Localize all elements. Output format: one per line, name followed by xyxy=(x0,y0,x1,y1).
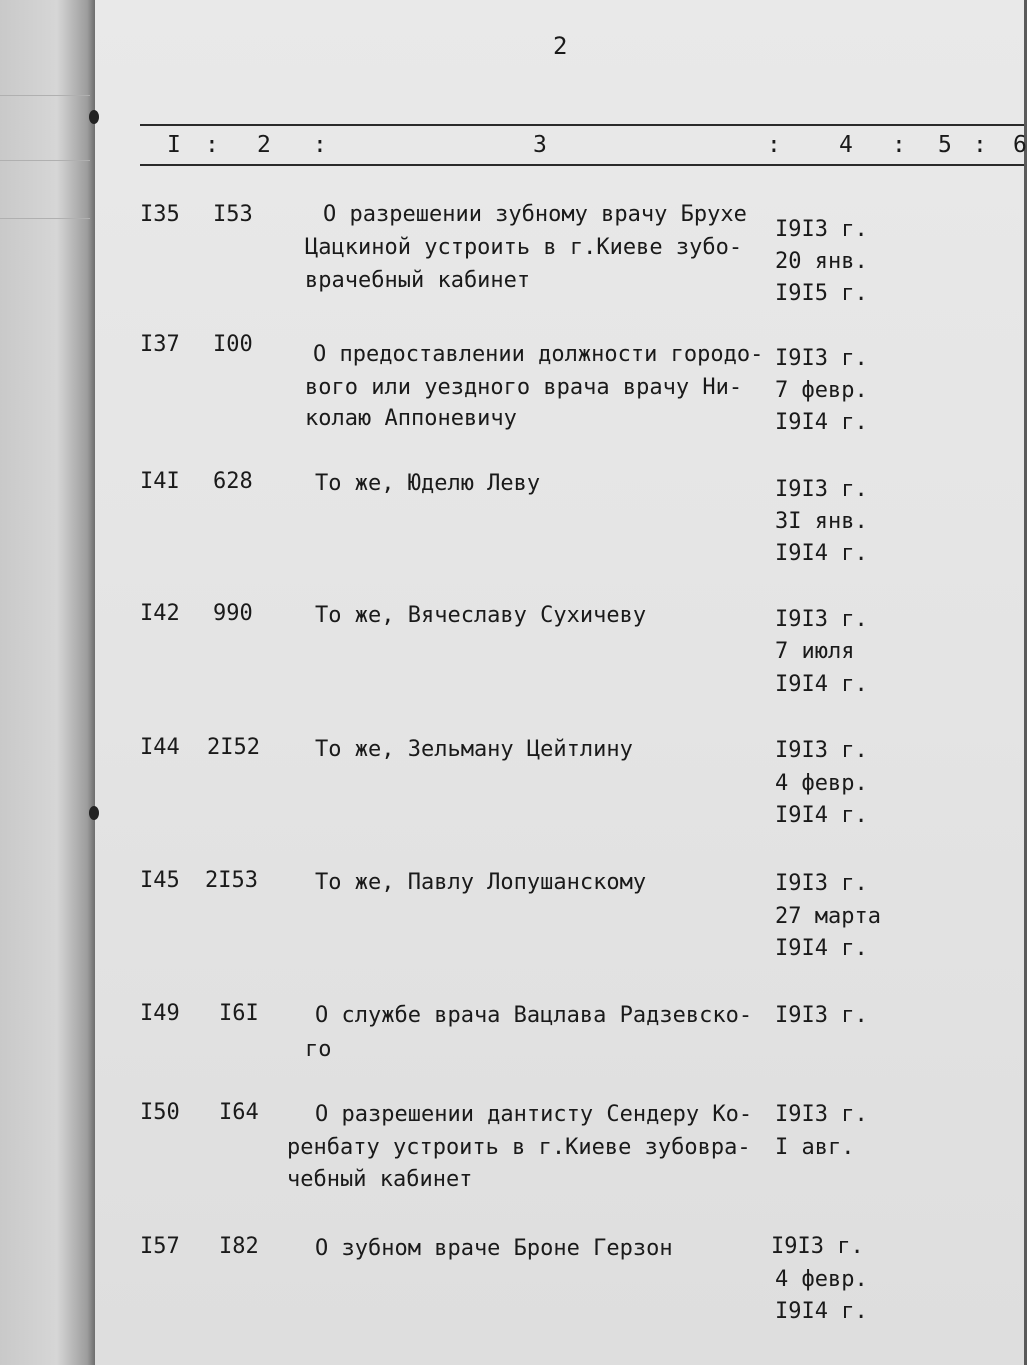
record-ref: 628 xyxy=(213,469,253,494)
record-date-line: 3I янв. xyxy=(775,509,868,534)
binder-line xyxy=(0,160,90,161)
punch-hole xyxy=(89,806,99,820)
column-separator: : xyxy=(767,132,781,158)
record-date-line: I9I3 г. xyxy=(771,1234,864,1259)
record-title-line: го xyxy=(305,1037,332,1062)
record-date-line: 7 июля xyxy=(775,639,855,664)
record-title-line: То же, Вячеславу Сухичеву xyxy=(315,603,647,628)
record-title-line: О разрешении дантисту Сендеру Ко- xyxy=(315,1102,753,1127)
binder-line xyxy=(0,218,90,219)
record-number: I4I xyxy=(140,469,180,494)
record-date-line: 7 февр. xyxy=(775,378,868,403)
record-title-line: О зубном враче Броне Герзон xyxy=(315,1236,673,1261)
record-date-line: I9I3 г. xyxy=(775,217,868,242)
header-top-rule xyxy=(140,124,1024,126)
record-number: I49 xyxy=(140,1001,180,1026)
binder-strip xyxy=(0,0,95,1365)
record-date-line: I9I3 г. xyxy=(775,607,868,632)
column-header-6: 6 xyxy=(1013,132,1027,158)
record-date-line: I9I4 г. xyxy=(775,410,868,435)
binder-line xyxy=(0,95,90,96)
record-date-line: I9I4 г. xyxy=(775,672,868,697)
record-title-line: О предоставлении должности городо- xyxy=(313,342,764,367)
header-bottom-rule xyxy=(140,164,1024,166)
record-number: I37 xyxy=(140,332,180,357)
record-number: I44 xyxy=(140,735,180,760)
column-header-5: 5 xyxy=(938,132,952,158)
record-date-line: 27 марта xyxy=(775,904,881,929)
record-date-line: I9I3 г. xyxy=(775,738,868,763)
column-header-2: 2 xyxy=(257,132,271,158)
record-number: I57 xyxy=(140,1234,180,1259)
record-title-line: вого или уездного врача врачу Ни- xyxy=(305,375,743,400)
record-title-line: О разрешении зубному врачу Брухе xyxy=(323,202,747,227)
record-date-line: I9I4 г. xyxy=(775,803,868,828)
record-ref: I6I xyxy=(219,1001,259,1026)
column-header-1: I xyxy=(167,132,181,158)
document-page xyxy=(95,0,1027,1365)
record-title-line: колаю Аппоневичу xyxy=(305,406,517,431)
record-ref: 2I52 xyxy=(207,735,260,760)
record-date-line: I9I3 г. xyxy=(775,477,868,502)
page-number: 2 xyxy=(553,32,568,60)
record-date-line: I9I3 г. xyxy=(775,1102,868,1127)
record-title-line: То же, Павлу Лопушанскому xyxy=(315,870,647,895)
record-number: I50 xyxy=(140,1100,180,1125)
record-number: I45 xyxy=(140,868,180,893)
record-date-line: 4 февр. xyxy=(775,1267,868,1292)
record-date-line: I9I3 г. xyxy=(775,871,868,896)
record-ref: 2I53 xyxy=(205,868,258,893)
record-ref: I82 xyxy=(219,1234,259,1259)
column-header-3: 3 xyxy=(533,132,547,158)
column-separator: : xyxy=(973,132,987,158)
punch-hole xyxy=(89,110,99,124)
record-date-line: I9I4 г. xyxy=(775,1299,868,1324)
record-number: I42 xyxy=(140,601,180,626)
record-date-line: I авг. xyxy=(775,1135,855,1160)
record-date-line: 20 янв. xyxy=(775,249,868,274)
record-number: I35 xyxy=(140,202,180,227)
record-title-line: О службе врача Вацлава Радзевско- xyxy=(315,1003,753,1028)
record-title-line: Цацкиной устроить в г.Киеве зубо- xyxy=(305,235,743,260)
record-ref: 990 xyxy=(213,601,253,626)
record-date-line: I9I3 г. xyxy=(775,346,868,371)
record-date-line: I9I5 г. xyxy=(775,281,868,306)
record-title-line: То же, Юделю Леву xyxy=(315,471,541,496)
column-separator: : xyxy=(892,132,906,158)
record-ref: I53 xyxy=(213,202,253,227)
record-ref: I00 xyxy=(213,332,253,357)
record-title-line: ренбату устроить в г.Киеве зубовра- xyxy=(287,1135,751,1160)
column-header-4: 4 xyxy=(839,132,853,158)
record-date-line: I9I3 г. xyxy=(775,1003,868,1028)
record-title-line: врачебный кабинет xyxy=(305,268,531,293)
record-date-line: I9I4 г. xyxy=(775,936,868,961)
column-separator: : xyxy=(313,132,327,158)
record-title-line: То же, Зельману Цейтлину xyxy=(315,737,633,762)
record-title-line: чебный кабинет xyxy=(287,1167,473,1192)
record-ref: I64 xyxy=(219,1100,259,1125)
record-date-line: I9I4 г. xyxy=(775,541,868,566)
record-date-line: 4 февр. xyxy=(775,771,868,796)
column-separator: : xyxy=(205,132,219,158)
